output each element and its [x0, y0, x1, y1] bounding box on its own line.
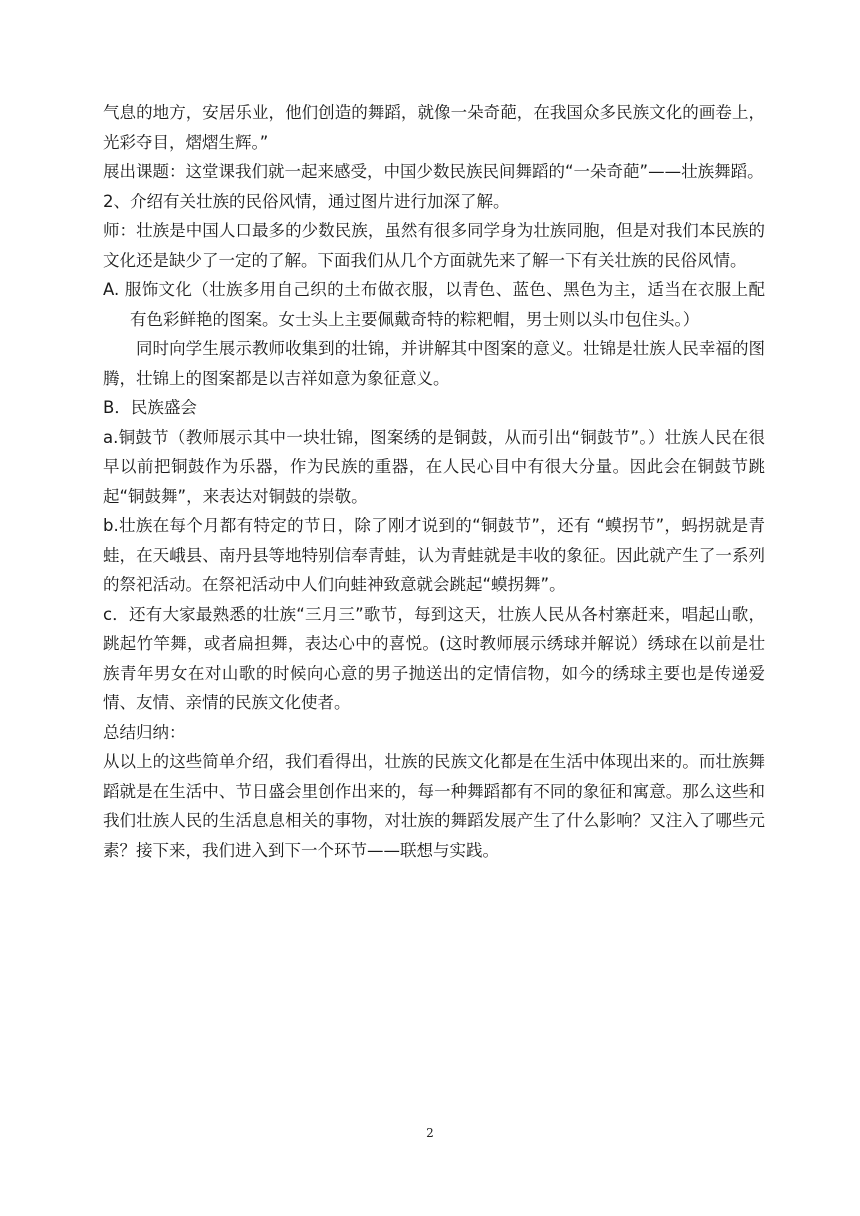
paragraph-zhuangjin: 同时向学生展示教师收集到的壮锦，并讲解其中图案的意义。壮锦是壮族人民幸福的图腾，壮锦上的图案都是以吉祥如意为象征意义。 [103, 339, 765, 388]
paragraph-summary: 从以上的这些简单介绍，我们看得出，壮族的民族文化都是在生活中体现出来的。而壮族舞蹈就是在生活中、节日盛会里创作出来的，每一种舞蹈都有不同的象征和寓意。那么这些和我们壮族人民的生活息息相关的事物，对壮族的舞蹈发展产生了什么影响？又注入了哪些元素？接下来，我们进入到下一个环节——联想与实践。 [103, 752, 765, 860]
paragraph-section-2: 2、介绍有关壮族的民俗风情，通过图片进行加深了解。 [103, 191, 510, 211]
paragraph-quote-continuation: 气息的地方，安居乐业，他们创造的舞蹈，就像一朵奇葩，在我国众多民族文化的画卷上，光彩夺目，熠熠生辉。” [103, 103, 765, 152]
paragraph-teacher-intro: 师：壮族是中国人口最多的少数民族，虽然有很多同学身为壮族同胞，但是对我们本民族的文化还是缺少了一定的了解。下面我们从几个方面就先来了解一下有关壮族的民俗风情。 [103, 221, 765, 270]
document-body [103, 98, 765, 865]
paragraph-topic: 展出课题：这堂课我们就一起来感受，中国少数民族民间舞蹈的“一朵奇葩”——壮族舞蹈。 [103, 162, 764, 181]
paragraph-item-a-tonggu: a.铜鼓节（教师展示其中一块壮锦，图案绣的是铜鼓，从而引出“铜鼓节”。）壮族人民在很早以前把铜鼓作为乐器，作为民族的重器，在人民心目中有很大分量。因此会在铜鼓节跳起“铜鼓舞”，来表达对铜鼓的崇敬。 [103, 427, 765, 506]
paragraph-item-b-maguai: b.壮族在每个月都有特定的节日，除了刚才说到的“铜鼓节”，还有 “蟆拐节”，蚂拐就是青蛙，在天峨县、南丹县等地特别信奉青蛙，认为青蛙就是丰收的象征。因此就产生了一系列的祭祀活动。在祭祀活动中人们向蛙神致意就会跳起“蟆拐舞”。 [103, 516, 765, 594]
paragraph-item-c-sanyuesan: c．还有大家最熟悉的壮族“三月三”歌节，每到这天，壮族人民从各村寨赶来，唱起山歌，跳起竹竿舞，或者扁担舞，表达心中的喜悦。(这时教师展示绣球并解说）绣球在以前是壮族青年男女在对山歌的时候向心意的男子抛送出的定情信物，如今的绣球主要也是传递爱情、友情、亲情的民族文化使者。 [103, 604, 765, 712]
page-number: 2 [426, 1126, 434, 1140]
paragraph-item-b: B．民族盛会 [103, 398, 197, 417]
paragraph-summary-heading: 总结归纳： [103, 722, 186, 742]
paragraph-item-a: A. 服饰文化（壮族多用自己织的土布做衣服，以青色、蓝色、黑色为主，适当在衣服上配有色彩鲜艳的图案。女士头上主要佩戴奇特的粽粑帽，男士则以头巾包住头。） [103, 280, 765, 329]
